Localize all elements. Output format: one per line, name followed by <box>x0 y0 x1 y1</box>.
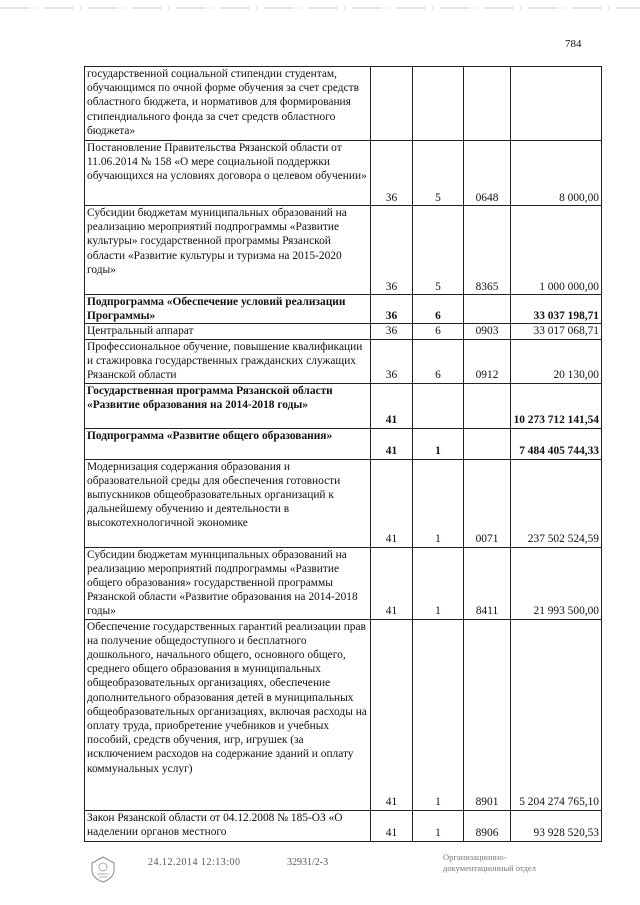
row-subsection-cell <box>464 383 511 428</box>
row-code-cell: 36 <box>371 141 413 206</box>
row-amount-cell: 10 273 712 141,54 <box>511 383 602 428</box>
footer-doc-code: 32931/2-3 <box>287 857 329 868</box>
row-name-cell: Обеспечение государственных гарантий реализации прав на получение общедоступного и бесплатного дошкольного, начального общего, основного общего, среднего общего образования в муниципальных общеобразовательных организациях, обеспечение дополнительного образования детей в муниципальных общеобразовательных организациях, включая расходы на оплату труда, приобретение учебников и учебных пособий, средств обучения, игр, игрушек (за исключением расходов на содержание зданий и оплату коммунальных услуг) <box>85 619 371 810</box>
row-section-cell: 1 <box>413 428 464 459</box>
row-code-cell: 36 <box>371 324 413 339</box>
row-amount-cell: 21 993 500,00 <box>511 547 602 619</box>
table-row <box>85 810 602 841</box>
row-code-cell: 41 <box>371 810 413 841</box>
footer-department-line2: документационный отдел <box>443 863 536 873</box>
row-name-cell: Модернизация содержания образования и образовательной среды для обеспечения готовности выпускников общеобразовательных организаций к дальнейшему обучению и деятельности в высокотехнологичной экономике <box>85 459 371 547</box>
row-subsection-cell: 8365 <box>464 206 511 295</box>
table-row <box>85 324 602 339</box>
row-section-cell: 5 <box>413 206 464 295</box>
row-amount-cell: 33 017 068,71 <box>511 324 602 339</box>
scan-edge-line <box>0 6 640 10</box>
row-section-cell: 6 <box>413 324 464 339</box>
coat-of-arms-seal-icon <box>88 854 118 884</box>
row-amount-cell: 1 000 000,00 <box>511 206 602 295</box>
budget-table <box>84 66 602 842</box>
row-name-cell: Подпрограмма «Обеспечение условий реализации Программы» <box>85 295 371 324</box>
row-subsection-cell <box>464 428 511 459</box>
row-name-cell: Субсидии бюджетам муниципальных образований на реализацию мероприятий подпрограммы «Развитие общего образования» государственной программы Рязанской области «Развитие образования на 2014-2018 годы» <box>85 547 371 619</box>
row-amount-cell: 93 928 520,53 <box>511 810 602 841</box>
row-name-cell: Государственная программа Рязанской области «Развитие образования на 2014-2018 годы» <box>85 383 371 428</box>
row-subsection-cell: 8411 <box>464 547 511 619</box>
row-section-cell: 5 <box>413 141 464 206</box>
row-section-cell: 1 <box>413 810 464 841</box>
row-name-cell: государственной социальной стипендии студентам, обучающимся по очной форме обучения за счет средств областного бюджета, и нормативов для формирования стипендиального фонда за счет средств областного бюджета» <box>85 67 371 141</box>
row-section-cell: 1 <box>413 459 464 547</box>
row-code-cell: 36 <box>371 295 413 324</box>
row-code-cell: 36 <box>371 339 413 383</box>
row-subsection-cell: 8901 <box>464 619 511 810</box>
row-subsection-cell: 0648 <box>464 141 511 206</box>
table-row <box>85 339 602 383</box>
footer-department-line1: Организационно- <box>443 852 507 862</box>
row-code-cell: 41 <box>371 383 413 428</box>
row-subsection-cell: 0071 <box>464 459 511 547</box>
row-amount-cell: 33 037 198,71 <box>511 295 602 324</box>
row-section-cell: 1 <box>413 547 464 619</box>
table-row <box>85 141 602 206</box>
row-amount-cell: 5 204 274 765,10 <box>511 619 602 810</box>
row-code-cell <box>371 67 413 141</box>
row-subsection-cell: 8906 <box>464 810 511 841</box>
row-amount-cell: 20 130,00 <box>511 339 602 383</box>
row-section-cell: 6 <box>413 295 464 324</box>
row-code-cell: 36 <box>371 206 413 295</box>
row-subsection-cell: 0903 <box>464 324 511 339</box>
row-amount-cell: 7 484 405 744,33 <box>511 428 602 459</box>
table-row <box>85 383 602 428</box>
row-code-cell: 41 <box>371 459 413 547</box>
table-row <box>85 459 602 547</box>
table-row <box>85 67 602 141</box>
row-section-cell <box>413 67 464 141</box>
table-row <box>85 547 602 619</box>
row-name-cell: Субсидии бюджетам муниципальных образований на реализацию мероприятий подпрограммы «Развитие культуры» государственной программы Рязанской области «Развитие культуры и туризма на 2015-2020 годы» <box>85 206 371 295</box>
table-row <box>85 619 602 810</box>
row-amount-cell: 237 502 524,59 <box>511 459 602 547</box>
footer-timestamp: 24.12.2014 12:13:00 <box>148 857 241 868</box>
row-subsection-cell <box>464 67 511 141</box>
row-section-cell <box>413 383 464 428</box>
row-code-cell: 41 <box>371 547 413 619</box>
row-name-cell: Закон Рязанской области от 04.12.2008 № 185-ОЗ «О наделении органов местного <box>85 810 371 841</box>
row-section-cell: 1 <box>413 619 464 810</box>
row-name-cell: Профессиональное обучение, повышение квалификации и стажировка государственных гражданских служащих Рязанской области <box>85 339 371 383</box>
table-row <box>85 206 602 295</box>
page-number: 784 <box>565 38 582 50</box>
table-row <box>85 295 602 324</box>
row-name-cell: Постановление Правительства Рязанской области от 11.06.2014 № 158 «О мере социальной поддержки обучающихся на условиях договора о целевом обучении» <box>85 141 371 206</box>
row-code-cell: 41 <box>371 619 413 810</box>
row-code-cell: 41 <box>371 428 413 459</box>
footer-department <box>443 852 536 874</box>
row-amount-cell: 8 000,00 <box>511 141 602 206</box>
row-subsection-cell <box>464 295 511 324</box>
row-name-cell: Центральный аппарат <box>85 324 371 339</box>
row-subsection-cell: 0912 <box>464 339 511 383</box>
row-name-cell: Подпрограмма «Развитие общего образования» <box>85 428 371 459</box>
row-section-cell: 6 <box>413 339 464 383</box>
row-amount-cell <box>511 67 602 141</box>
table-row <box>85 428 602 459</box>
